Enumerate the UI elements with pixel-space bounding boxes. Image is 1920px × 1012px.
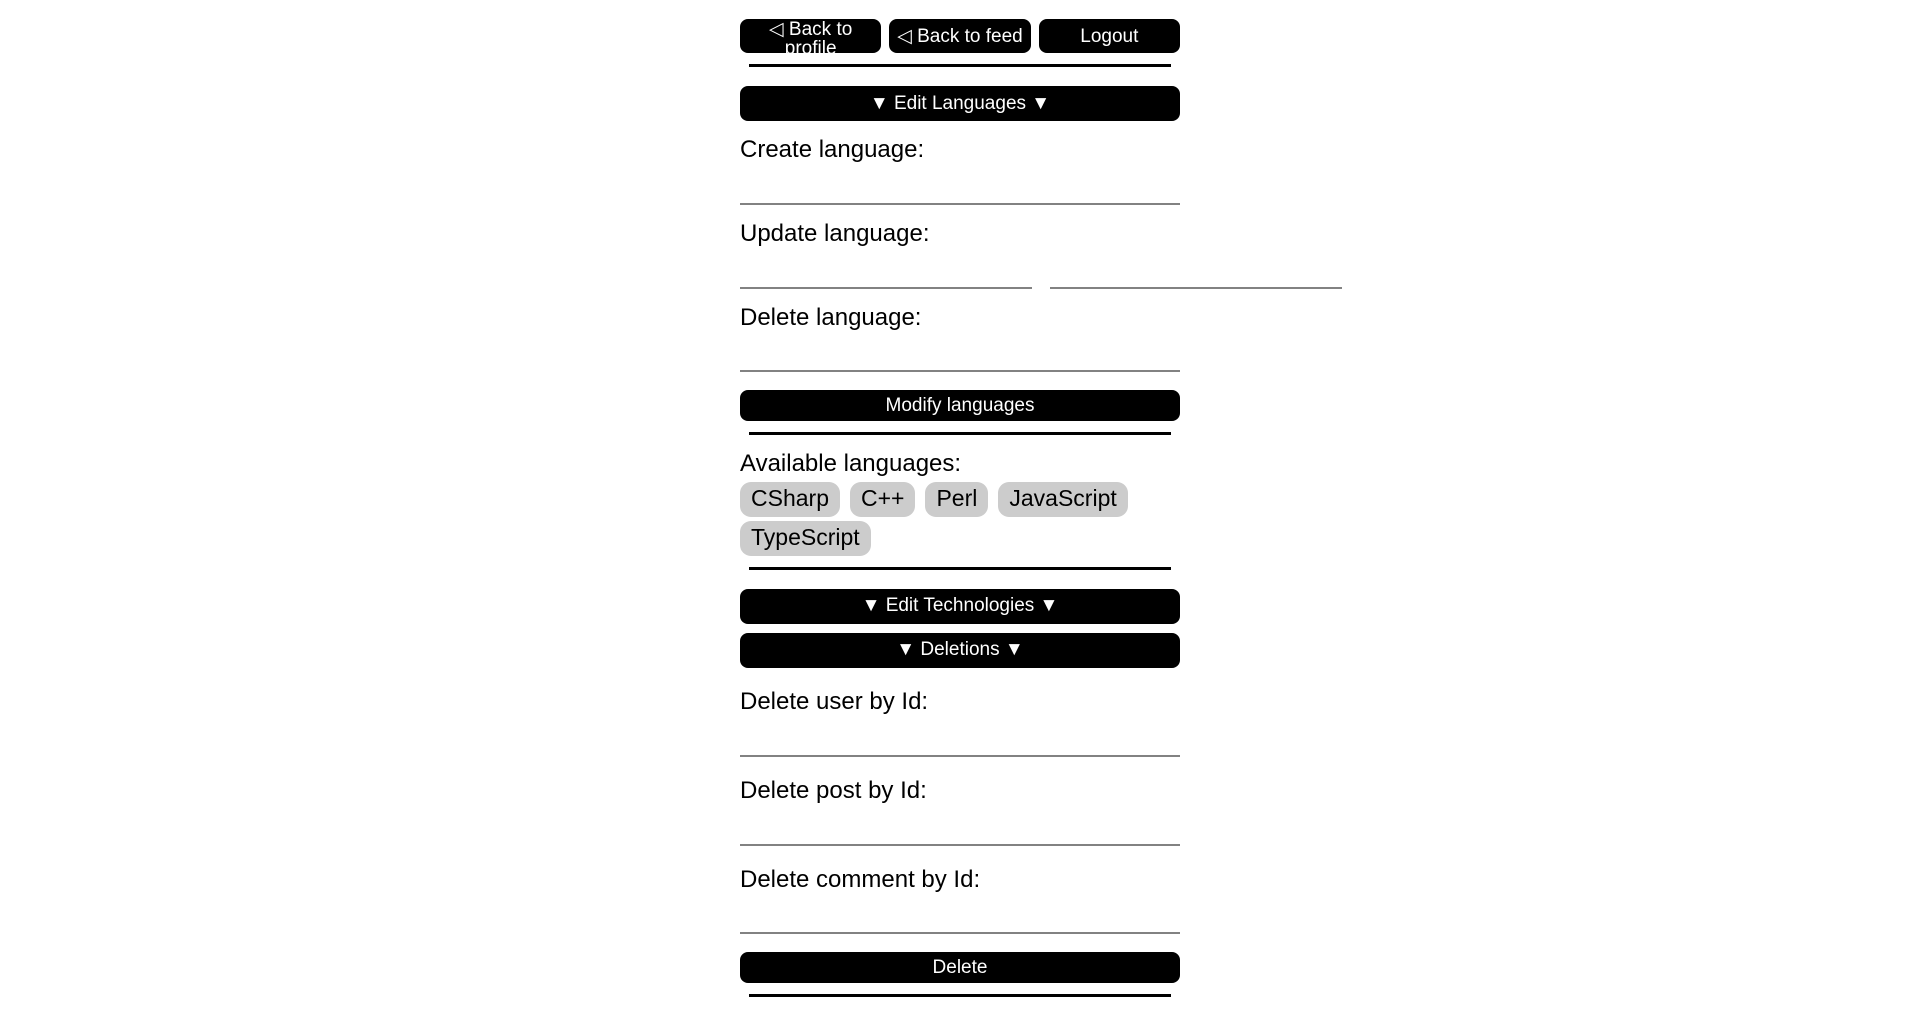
delete-post-input[interactable] — [740, 806, 1180, 846]
edit-languages-toggle[interactable]: ▼ Edit Languages ▼ — [740, 86, 1180, 121]
language-tag: C++ — [850, 482, 915, 517]
delete-comment-label: Delete comment by Id: — [740, 865, 981, 893]
divider — [749, 432, 1171, 435]
divider — [749, 567, 1171, 570]
top-toolbar — [740, 19, 1180, 59]
language-tag: Perl — [925, 482, 988, 517]
available-languages-list — [740, 482, 1180, 556]
language-tag: CSharp — [740, 482, 840, 517]
delete-language-label: Delete language: — [740, 303, 922, 331]
admin-panel — [740, 0, 1180, 997]
update-language-inputs — [740, 249, 1180, 289]
edit-languages-section — [740, 136, 1180, 570]
create-language-label: Create language: — [740, 136, 925, 163]
delete-language-input[interactable] — [740, 332, 1180, 372]
create-language-input[interactable] — [740, 165, 1180, 205]
delete-user-input[interactable] — [740, 717, 1180, 757]
delete-post-label: Delete post by Id: — [740, 776, 927, 804]
modify-languages-button[interactable]: Modify languages — [740, 390, 1180, 421]
delete-button[interactable]: Delete — [740, 952, 1180, 983]
deletions-toggle[interactable]: ▼ Deletions ▼ — [740, 633, 1180, 668]
divider — [749, 994, 1171, 997]
update-language-new-input[interactable] — [1050, 249, 1342, 289]
available-languages-label: Available languages: — [740, 450, 962, 478]
logout-button[interactable]: Logout — [1039, 19, 1180, 53]
language-tag: TypeScript — [740, 521, 871, 556]
deletions-section — [740, 688, 1180, 997]
update-language-old-input[interactable] — [740, 249, 1032, 289]
delete-comment-input[interactable] — [740, 894, 1180, 934]
back-to-profile-button[interactable]: ◁ Back to profile — [740, 19, 881, 53]
divider — [749, 64, 1171, 67]
language-tag: JavaScript — [998, 482, 1127, 517]
update-language-label: Update language: — [740, 219, 930, 247]
back-to-feed-button[interactable]: ◁ Back to feed — [889, 19, 1030, 53]
delete-user-label: Delete user by Id: — [740, 687, 929, 715]
edit-technologies-toggle[interactable]: ▼ Edit Technologies ▼ — [740, 589, 1180, 624]
